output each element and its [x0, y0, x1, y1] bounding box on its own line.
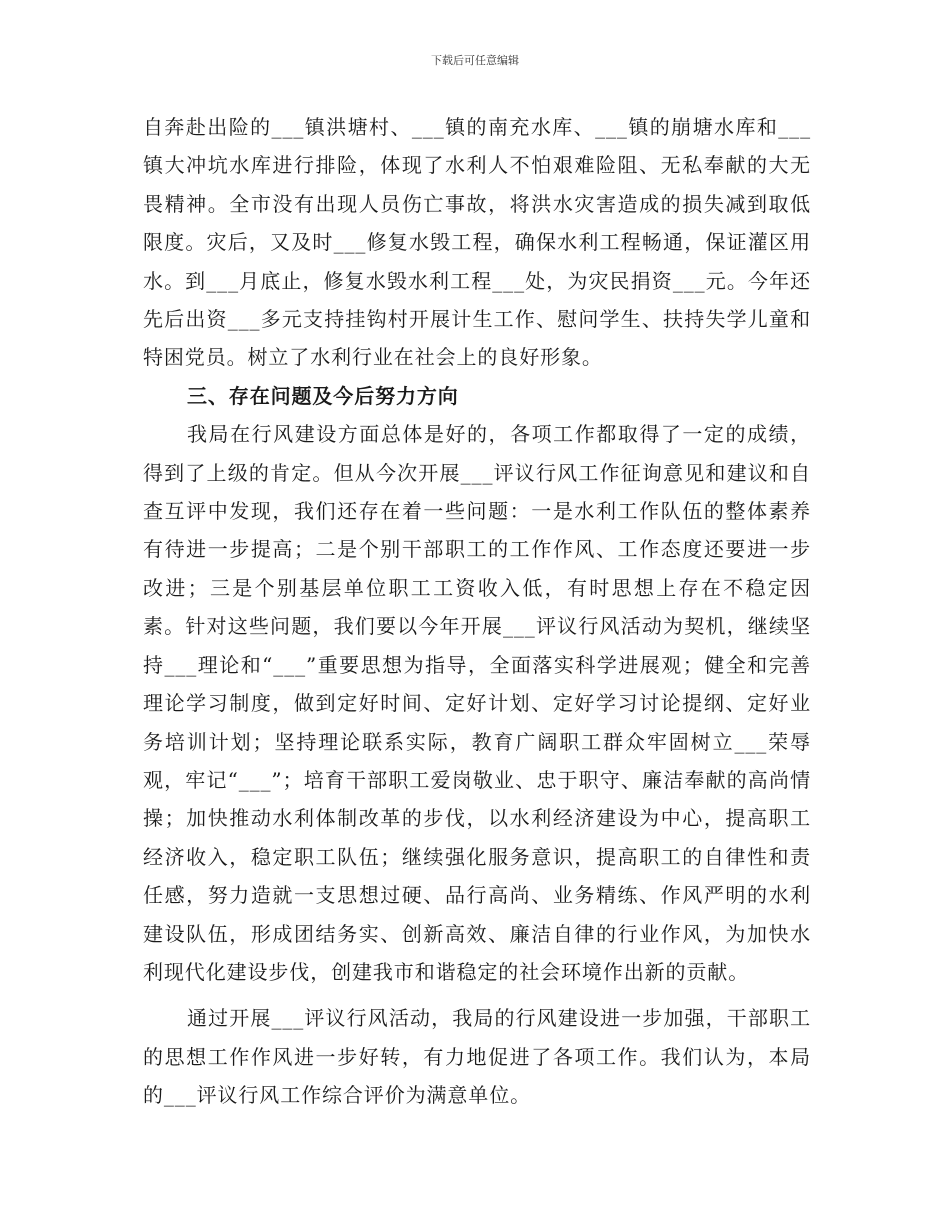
paragraph-problems-direction: 我局在行风建设方面总体是好的，各项工作都取得了一定的成绩，得到了上级的肯定。但从今次开展___评议行风工作征询意见和建议和自查互评中发现，我们还存在着一些问题：一是水利工作队伍的整体素养有待进一步提高；二是个别干部职工的工作作风、工作态度还要进一步改进；三是个别基层单位职工工资收入低，有时思想上存在不稳定因素。针对这些问题，我们要以今年开展___评议行风活动为契机，继续坚持___理论和“___”重要思想为指导，全面落实科学进展观；健全和完善理论学习制度，做到定好时间、定好计划、定好学习讨论提纲、定好业务培训计划；坚持理论联系实际，教育广阔职工群众牢固树立___荣辱观，牢记“___”；培育干部职工爱岗敬业、忠于职守、廉洁奉献的高尚情操；加快推动水利体制改革的步伐，以水利经济建设为中心，提高职工经济收入，稳定职工队伍；继续强化服务意识，提高职工的自律性和责任感，努力造就一支思想过硬、品行高尚、业务精练、作风严明的水利建设队伍，形成团结务实、创新高效、廉洁自律的行业作风，为加快水利现代化建设步伐，创建我市和谐稳定的社会环境作出新的贡献。 — [143, 422, 811, 984]
paragraph-flood-relief: 自奔赴出险的___镇洪塘村、___镇的南充水库、___镇的崩塘水库和___镇大冲坑水库进行排险，体现了水利人不怕艰难险阻、无私奉献的大无畏精神。全市没有出现人员伤亡事故，将洪水灾害造成的损失减到取低限度。灾后，又及时___修复水毁工程，确保水利工程畅通，保证灌区用水。到___月底止，修复水毁水利工程___处，为灾民捐资___元。今年还先后出资___多元支持挂钩村开展计生工作、慰问学生、扶持失学儿童和特困党员。树立了水利行业在社会上的良好形象。 — [143, 115, 811, 370]
document-body — [143, 108, 811, 1115]
page-header: 下载后可任意编辑 — [431, 54, 519, 67]
paragraph-gap — [143, 991, 811, 999]
paragraph-conclusion: 通过开展___评议行风活动，我局的行风建设进一步加强，干部职工的思想工作作风进一步好转，有力地促进了各项工作。我们认为，本局的___评议行风工作综合评价为满意单位。 — [143, 1006, 811, 1108]
section-heading-problems: 三、存在问题及今后努力方向 — [187, 383, 459, 408]
